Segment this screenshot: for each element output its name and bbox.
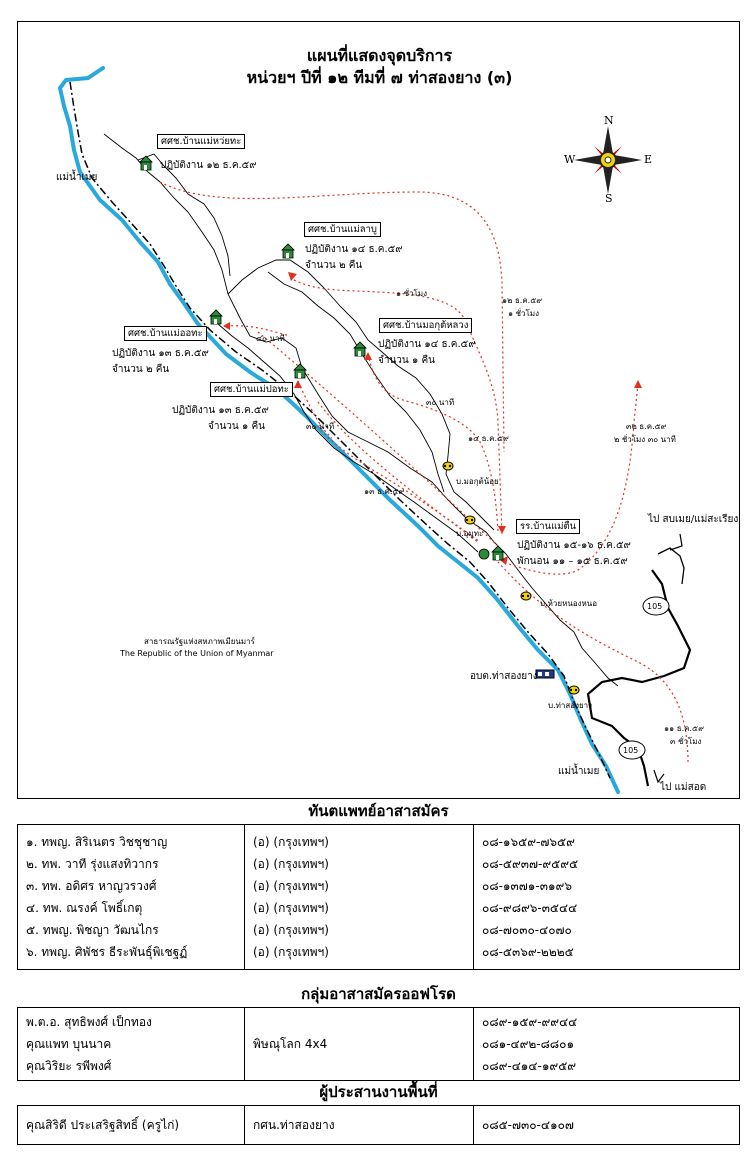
district-office-icon (536, 670, 554, 678)
route-label: ๑๑ ธ.ค.๕๙ (664, 724, 704, 733)
dentist-name: ๖. ทพญ. ศิพัชร ธีระพันธุ์พิเชฐฏ์ (26, 945, 188, 959)
village-icon (465, 516, 475, 524)
site-nights: จำนวน ๒ คืน (305, 260, 363, 271)
river-label: แม่น้ำเมย (558, 766, 600, 777)
route-label: ๑๓ ธ.ค.๕๙ (364, 487, 405, 496)
site-name-box: ศศช.บ้านแม่ออทะ (124, 326, 207, 341)
dentist-name: ๑. ทพญ. สิริเนตร วิชชุชาญ (26, 835, 168, 849)
route-label: ๑ ชั่วโมง (508, 309, 540, 318)
site-date: ปฏิบัติงาน ๑๔ ธ.ค.๕๙ (305, 244, 403, 255)
map-canvas (18, 22, 740, 799)
route-label: ๑๔ ธ.ค.๕๙ (468, 434, 509, 443)
dentist-phone: ๐๘-๑๖๕๙-๗๖๕๙ (482, 835, 575, 849)
coordinator-table (17, 1105, 740, 1145)
village-label: บ.มอกุต้น้อย (456, 477, 499, 486)
compass-north: N (604, 114, 614, 127)
house-icon (492, 546, 504, 560)
destination-label-north: ไป สบเมย/แม่สะเรียง (648, 514, 739, 525)
route-label: ๒ ชั่วโมง ๓๐ นาที (614, 435, 676, 444)
dentist-org: (อ) (กรุงเทพฯ) (253, 879, 329, 893)
compass-west: W (564, 153, 576, 166)
village-label: บ.อุมูทะ (456, 529, 484, 538)
dentist-phone: ๐๘-๗๐๓๐-๔๐๗๐ (482, 923, 572, 937)
compass-rose (574, 126, 642, 194)
house-icon (210, 310, 222, 324)
offroad-org: พิษณุโลก 4x4 (253, 1037, 328, 1051)
map-title-line1: แผนที่แสดงจุดบริการ (306, 46, 453, 65)
route-label: ๓๒ ธ.ค.๕๙ (626, 422, 667, 431)
site-name-box: ศศช.บ้านแม่หว่ยทะ (157, 134, 245, 149)
dentist-table (17, 824, 740, 970)
route-label: ๑๒ ธ.ค.๕๙ (502, 296, 543, 305)
route-label: ๔๐ นาที (256, 334, 285, 343)
offroad-name: คุณแพท บุนนาค (26, 1037, 112, 1051)
dentist-org: (อ) (กรุงเทพฯ) (253, 857, 329, 871)
river-label: แม่น้ำเมย (56, 172, 98, 183)
dentist-name: ๒. ทพ. วาที รุ่งแสงทิวากร (26, 857, 159, 871)
dentist-org: (อ) (กรุงเทพฯ) (253, 835, 329, 849)
globe-icon (479, 549, 489, 559)
village-icon (443, 462, 453, 470)
village-label: บ.ท่าสองยาง (548, 701, 593, 710)
dentist-phone: ๐๘-๕๓๖๙-๒๒๒๕ (482, 945, 574, 959)
route-label: ๓ ชั่วโมง (670, 737, 702, 746)
site-date: ปฏิบัติงาน ๑๒ ธ.ค.๕๙ (160, 160, 257, 171)
route-label: ๑ ชั่วโมง (396, 289, 428, 298)
destination-label-south: ไป แม่สอด (660, 782, 707, 793)
dentist-org: (อ) (กรุงเทพฯ) (253, 945, 329, 959)
route-lines (160, 182, 688, 762)
offroad-phone: ๐๘๙-๔๑๔-๑๙๕๙ (482, 1059, 577, 1073)
coordinator-phone: ๐๘๕-๗๓๐-๔๑๐๗ (482, 1118, 574, 1132)
site-date: ปฏิบัติงาน ๑๔ ธ.ค.๕๙ (378, 339, 476, 350)
site-nights: จำนวน ๒ คืน (112, 364, 170, 375)
village-label: บ.ห้วยหนองหนอ (540, 599, 598, 608)
dentist-phone: ๐๘-๕๙๓๗-๙๕๙๕ (482, 857, 579, 871)
offroad-phone: ๐๘๙-๑๕๙-๙๙๔๔ (482, 1015, 578, 1029)
site-date: ปฏิบัติงาน ๑๕-๑๖ ธ.ค.๕๙ (517, 540, 631, 551)
district-label: อบต.ท่าสองยาง (470, 671, 538, 682)
site-date: ปฏิบัติงาน ๑๓ ธ.ค.๕๙ (112, 348, 209, 359)
house-icon (282, 244, 294, 258)
compass-east: E (644, 153, 653, 166)
village-icon (521, 592, 531, 600)
map-panel (17, 21, 740, 799)
map-title-line2: หน่วยฯ ปีที่ ๑๒ ทีมที่ ๗ ท่าสองยาง (๓) (246, 68, 513, 87)
offroad-name: คุณวิริยะ รพีพงศ์ (26, 1059, 112, 1073)
section-heading-offroad: กลุ่มอาสาสมัครออฟโรด (301, 985, 456, 1003)
house-icon (294, 364, 306, 378)
dentist-phone: ๐๘-๑๓๗๑-๓๑๙๖ (482, 879, 572, 893)
dentist-name: ๓. ทพ. อดิศร หาญวรวงศ์ (26, 879, 157, 893)
dentist-org: (อ) (กรุงเทพฯ) (253, 901, 329, 915)
offroad-table (17, 1007, 740, 1081)
site-name-box: รร.บ้านแม่ตื่น (516, 519, 580, 534)
road-north (658, 548, 684, 584)
offroad-name: พ.ต.อ. สุทธิพงศ์ เป็กทอง (26, 1015, 152, 1029)
offroad-phone: ๐๘๑-๔๙๒-๘๘๐๑ (482, 1037, 575, 1051)
dentist-name: ๕. ทพญ. พิชญา วัฒนไกร (26, 923, 159, 937)
site-name-box: ศศช.บ้านแม่ปอทะ (210, 382, 293, 397)
site-nights: จำนวน ๑ คืน (208, 421, 265, 432)
section-heading-coordinator: ผู้ประสานงานพื้นที่ (319, 1083, 438, 1101)
myanmar-label-en: The Republic of the Union of Myanmar (120, 649, 274, 658)
section-heading-dentists: ทันตแพทย์อาสาสมัคร (308, 802, 449, 820)
coordinator-org: กศน.ท่าสองยาง (253, 1118, 335, 1132)
site-stay: พักนอน ๑๑ – ๑๕ ธ.ค.๕๙ (517, 556, 628, 567)
coordinator-name: คุณสิริดี ประเสริฐสิทธิ์ (ครูไก่) (26, 1118, 180, 1132)
arrow-north (670, 534, 682, 550)
village-icon (569, 686, 579, 694)
dentist-org: (อ) (กรุงเทพฯ) (253, 923, 329, 937)
site-date: ปฏิบัติงาน ๑๓ ธ.ค.๕๙ (172, 405, 269, 416)
site-name-box: ศศช.บ้านแม่ลาบู (304, 222, 381, 237)
road-number: 105 (623, 746, 639, 755)
route-label: ๓๐ นาที (426, 398, 455, 407)
myanmar-label-th: สาธารณรัฐแห่งสหภาพเมียนมาร์ (144, 637, 255, 646)
route-label: ๓๐ นาที (306, 422, 335, 431)
road-number: 105 (647, 602, 663, 611)
dentist-phone: ๐๘-๙๘๙๖-๓๕๔๔ (482, 901, 578, 915)
dentist-name: ๔. ทพ. ณรงค์ โพธิ์เกตุ (26, 901, 143, 915)
site-nights: จำนวน ๑ คืน (378, 355, 435, 366)
ridge-line (218, 324, 478, 552)
site-name-box: ศศช.บ้านมอกุต้หลวง (379, 318, 472, 333)
compass-south: S (605, 192, 613, 205)
